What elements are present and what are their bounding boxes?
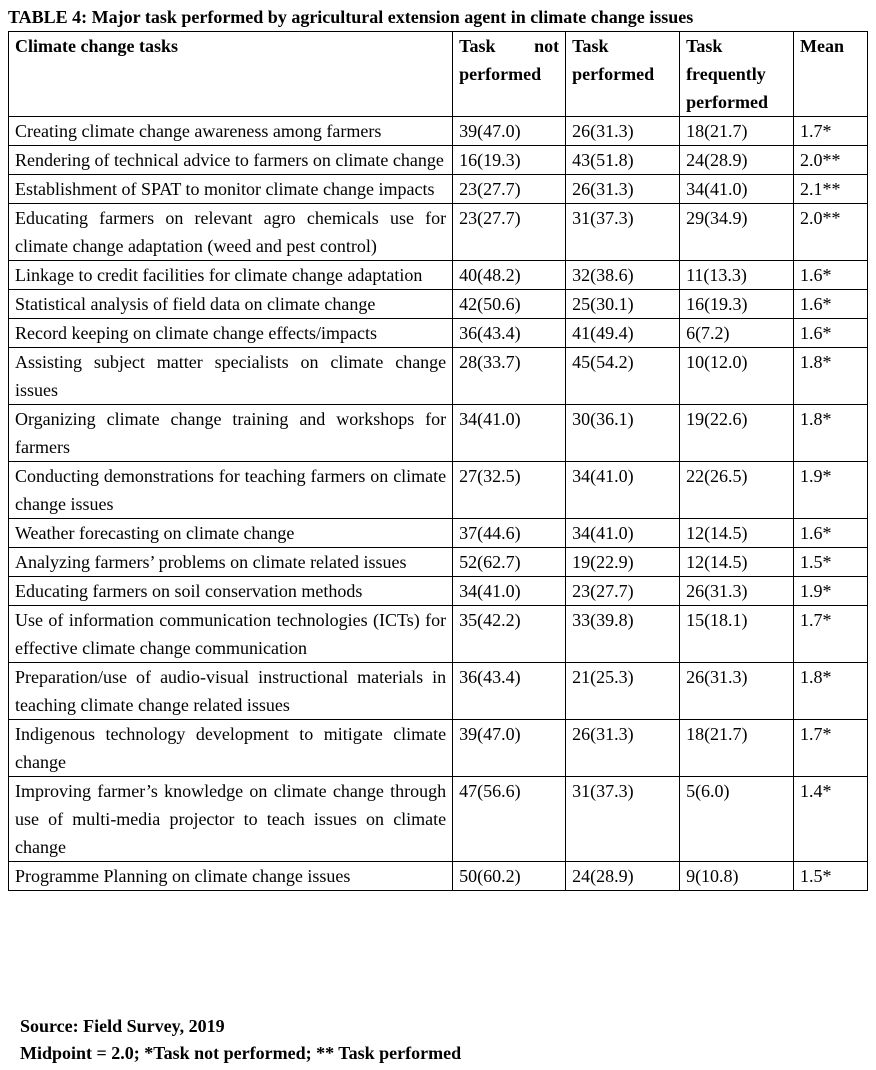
mean-cell: 1.8* [794, 348, 868, 405]
midpoint-note: Midpoint = 2.0; *Task not performed; ** Task performed [20, 1043, 462, 1063]
performed-cell: 43(51.8) [566, 146, 680, 175]
header-mean: Mean [794, 32, 868, 117]
performed-cell: 34(41.0) [566, 519, 680, 548]
table-row [9, 117, 868, 146]
table-row [9, 290, 868, 319]
frequently-performed-cell: 9(10.8) [680, 862, 794, 891]
not-performed-cell: 40(48.2) [453, 261, 566, 290]
task-name: Assisting subject matter specialists on climate change issues [9, 348, 453, 405]
frequently-performed-cell: 24(28.9) [680, 146, 794, 175]
table-row [9, 175, 868, 204]
performed-cell: 26(31.3) [566, 117, 680, 146]
task-name: Creating climate change awareness among farmers [9, 117, 453, 146]
performed-cell: 24(28.9) [566, 862, 680, 891]
source-note: Source: Field Survey, 2019 [20, 1016, 225, 1036]
header-performed: Task performed [566, 32, 680, 117]
table-row [9, 519, 868, 548]
frequently-performed-cell: 12(14.5) [680, 548, 794, 577]
not-performed-cell: 47(56.6) [453, 777, 566, 862]
table-caption: TABLE 4: Major task performed by agricultural extension agent in climate change issues [8, 7, 694, 27]
not-performed-cell: 36(43.4) [453, 663, 566, 720]
task-name: Educating farmers on soil conservation methods [9, 577, 453, 606]
header-frequently-performed: Task frequently performed [680, 32, 794, 117]
task-name: Programme Planning on climate change issues [9, 862, 453, 891]
table-row [9, 462, 868, 519]
table-row [9, 348, 868, 405]
frequently-performed-cell: 16(19.3) [680, 290, 794, 319]
table-row [9, 319, 868, 348]
frequently-performed-cell: 15(18.1) [680, 606, 794, 663]
task-name: Improving farmer’s knowledge on climate change through use of multi-media projector to teach issues on climate change [9, 777, 453, 862]
mean-cell: 2.0** [794, 146, 868, 175]
not-performed-cell: 34(41.0) [453, 405, 566, 462]
mean-cell: 1.5* [794, 548, 868, 577]
performed-cell: 23(27.7) [566, 577, 680, 606]
not-performed-cell: 28(33.7) [453, 348, 566, 405]
not-performed-cell: 42(50.6) [453, 290, 566, 319]
performed-cell: 26(31.3) [566, 175, 680, 204]
mean-cell: 1.7* [794, 606, 868, 663]
table-row [9, 663, 868, 720]
performed-cell: 32(38.6) [566, 261, 680, 290]
mean-cell: 2.1** [794, 175, 868, 204]
mean-cell: 1.4* [794, 777, 868, 862]
task-name: Establishment of SPAT to monitor climate change impacts [9, 175, 453, 204]
header-tasks: Climate change tasks [9, 32, 453, 117]
task-name: Use of information communication technologies (ICTs) for effective climate change communication [9, 606, 453, 663]
performed-cell: 45(54.2) [566, 348, 680, 405]
frequently-performed-cell: 19(22.6) [680, 405, 794, 462]
mean-cell: 1.7* [794, 117, 868, 146]
frequently-performed-cell: 26(31.3) [680, 663, 794, 720]
mean-cell: 1.7* [794, 720, 868, 777]
performed-cell: 21(25.3) [566, 663, 680, 720]
not-performed-cell: 39(47.0) [453, 117, 566, 146]
frequently-performed-cell: 26(31.3) [680, 577, 794, 606]
frequently-performed-cell: 11(13.3) [680, 261, 794, 290]
performed-cell: 33(39.8) [566, 606, 680, 663]
table-row [9, 777, 868, 862]
table-row [9, 204, 868, 261]
task-name: Linkage to credit facilities for climate change adaptation [9, 261, 453, 290]
mean-cell: 1.6* [794, 519, 868, 548]
not-performed-cell: 23(27.7) [453, 175, 566, 204]
mean-cell: 2.0** [794, 204, 868, 261]
not-performed-cell: 35(42.2) [453, 606, 566, 663]
mean-cell: 1.6* [794, 290, 868, 319]
table-row [9, 577, 868, 606]
task-name: Statistical analysis of field data on climate change [9, 290, 453, 319]
mean-cell: 1.6* [794, 261, 868, 290]
performed-cell: 19(22.9) [566, 548, 680, 577]
task-name: Organizing climate change training and workshops for farmers [9, 405, 453, 462]
performed-cell: 34(41.0) [566, 462, 680, 519]
header-not-performed: Task not performed [453, 32, 566, 117]
task-name: Educating farmers on relevant agro chemicals use for climate change adaptation (weed and pest control) [9, 204, 453, 261]
not-performed-cell: 34(41.0) [453, 577, 566, 606]
frequently-performed-cell: 12(14.5) [680, 519, 794, 548]
task-name: Preparation/use of audio-visual instructional materials in teaching climate change related issues [9, 663, 453, 720]
frequently-performed-cell: 29(34.9) [680, 204, 794, 261]
mean-cell: 1.9* [794, 577, 868, 606]
performed-cell: 26(31.3) [566, 720, 680, 777]
frequently-performed-cell: 18(21.7) [680, 117, 794, 146]
table-row [9, 261, 868, 290]
frequently-performed-cell: 6(7.2) [680, 319, 794, 348]
not-performed-cell: 50(60.2) [453, 862, 566, 891]
table-row [9, 548, 868, 577]
climate-tasks-table [8, 31, 868, 891]
table-row [9, 862, 868, 891]
not-performed-cell: 16(19.3) [453, 146, 566, 175]
mean-cell: 1.6* [794, 319, 868, 348]
performed-cell: 31(37.3) [566, 777, 680, 862]
task-name: Analyzing farmers’ problems on climate related issues [9, 548, 453, 577]
not-performed-cell: 37(44.6) [453, 519, 566, 548]
table-row [9, 146, 868, 175]
mean-cell: 1.9* [794, 462, 868, 519]
table-row [9, 606, 868, 663]
task-name: Indigenous technology development to mitigate climate change [9, 720, 453, 777]
mean-cell: 1.5* [794, 862, 868, 891]
frequently-performed-cell: 34(41.0) [680, 175, 794, 204]
header-row [9, 32, 868, 117]
frequently-performed-cell: 18(21.7) [680, 720, 794, 777]
not-performed-cell: 52(62.7) [453, 548, 566, 577]
frequently-performed-cell: 22(26.5) [680, 462, 794, 519]
not-performed-cell: 23(27.7) [453, 204, 566, 261]
mean-cell: 1.8* [794, 663, 868, 720]
task-name: Rendering of technical advice to farmers on climate change [9, 146, 453, 175]
task-name: Weather forecasting on climate change [9, 519, 453, 548]
task-name: Conducting demonstrations for teaching farmers on climate change issues [9, 462, 453, 519]
not-performed-cell: 27(32.5) [453, 462, 566, 519]
frequently-performed-cell: 10(12.0) [680, 348, 794, 405]
frequently-performed-cell: 5(6.0) [680, 777, 794, 862]
not-performed-cell: 36(43.4) [453, 319, 566, 348]
performed-cell: 25(30.1) [566, 290, 680, 319]
table-row [9, 720, 868, 777]
table-row [9, 405, 868, 462]
mean-cell: 1.8* [794, 405, 868, 462]
task-name: Record keeping on climate change effects/impacts [9, 319, 453, 348]
not-performed-cell: 39(47.0) [453, 720, 566, 777]
performed-cell: 30(36.1) [566, 405, 680, 462]
performed-cell: 41(49.4) [566, 319, 680, 348]
performed-cell: 31(37.3) [566, 204, 680, 261]
